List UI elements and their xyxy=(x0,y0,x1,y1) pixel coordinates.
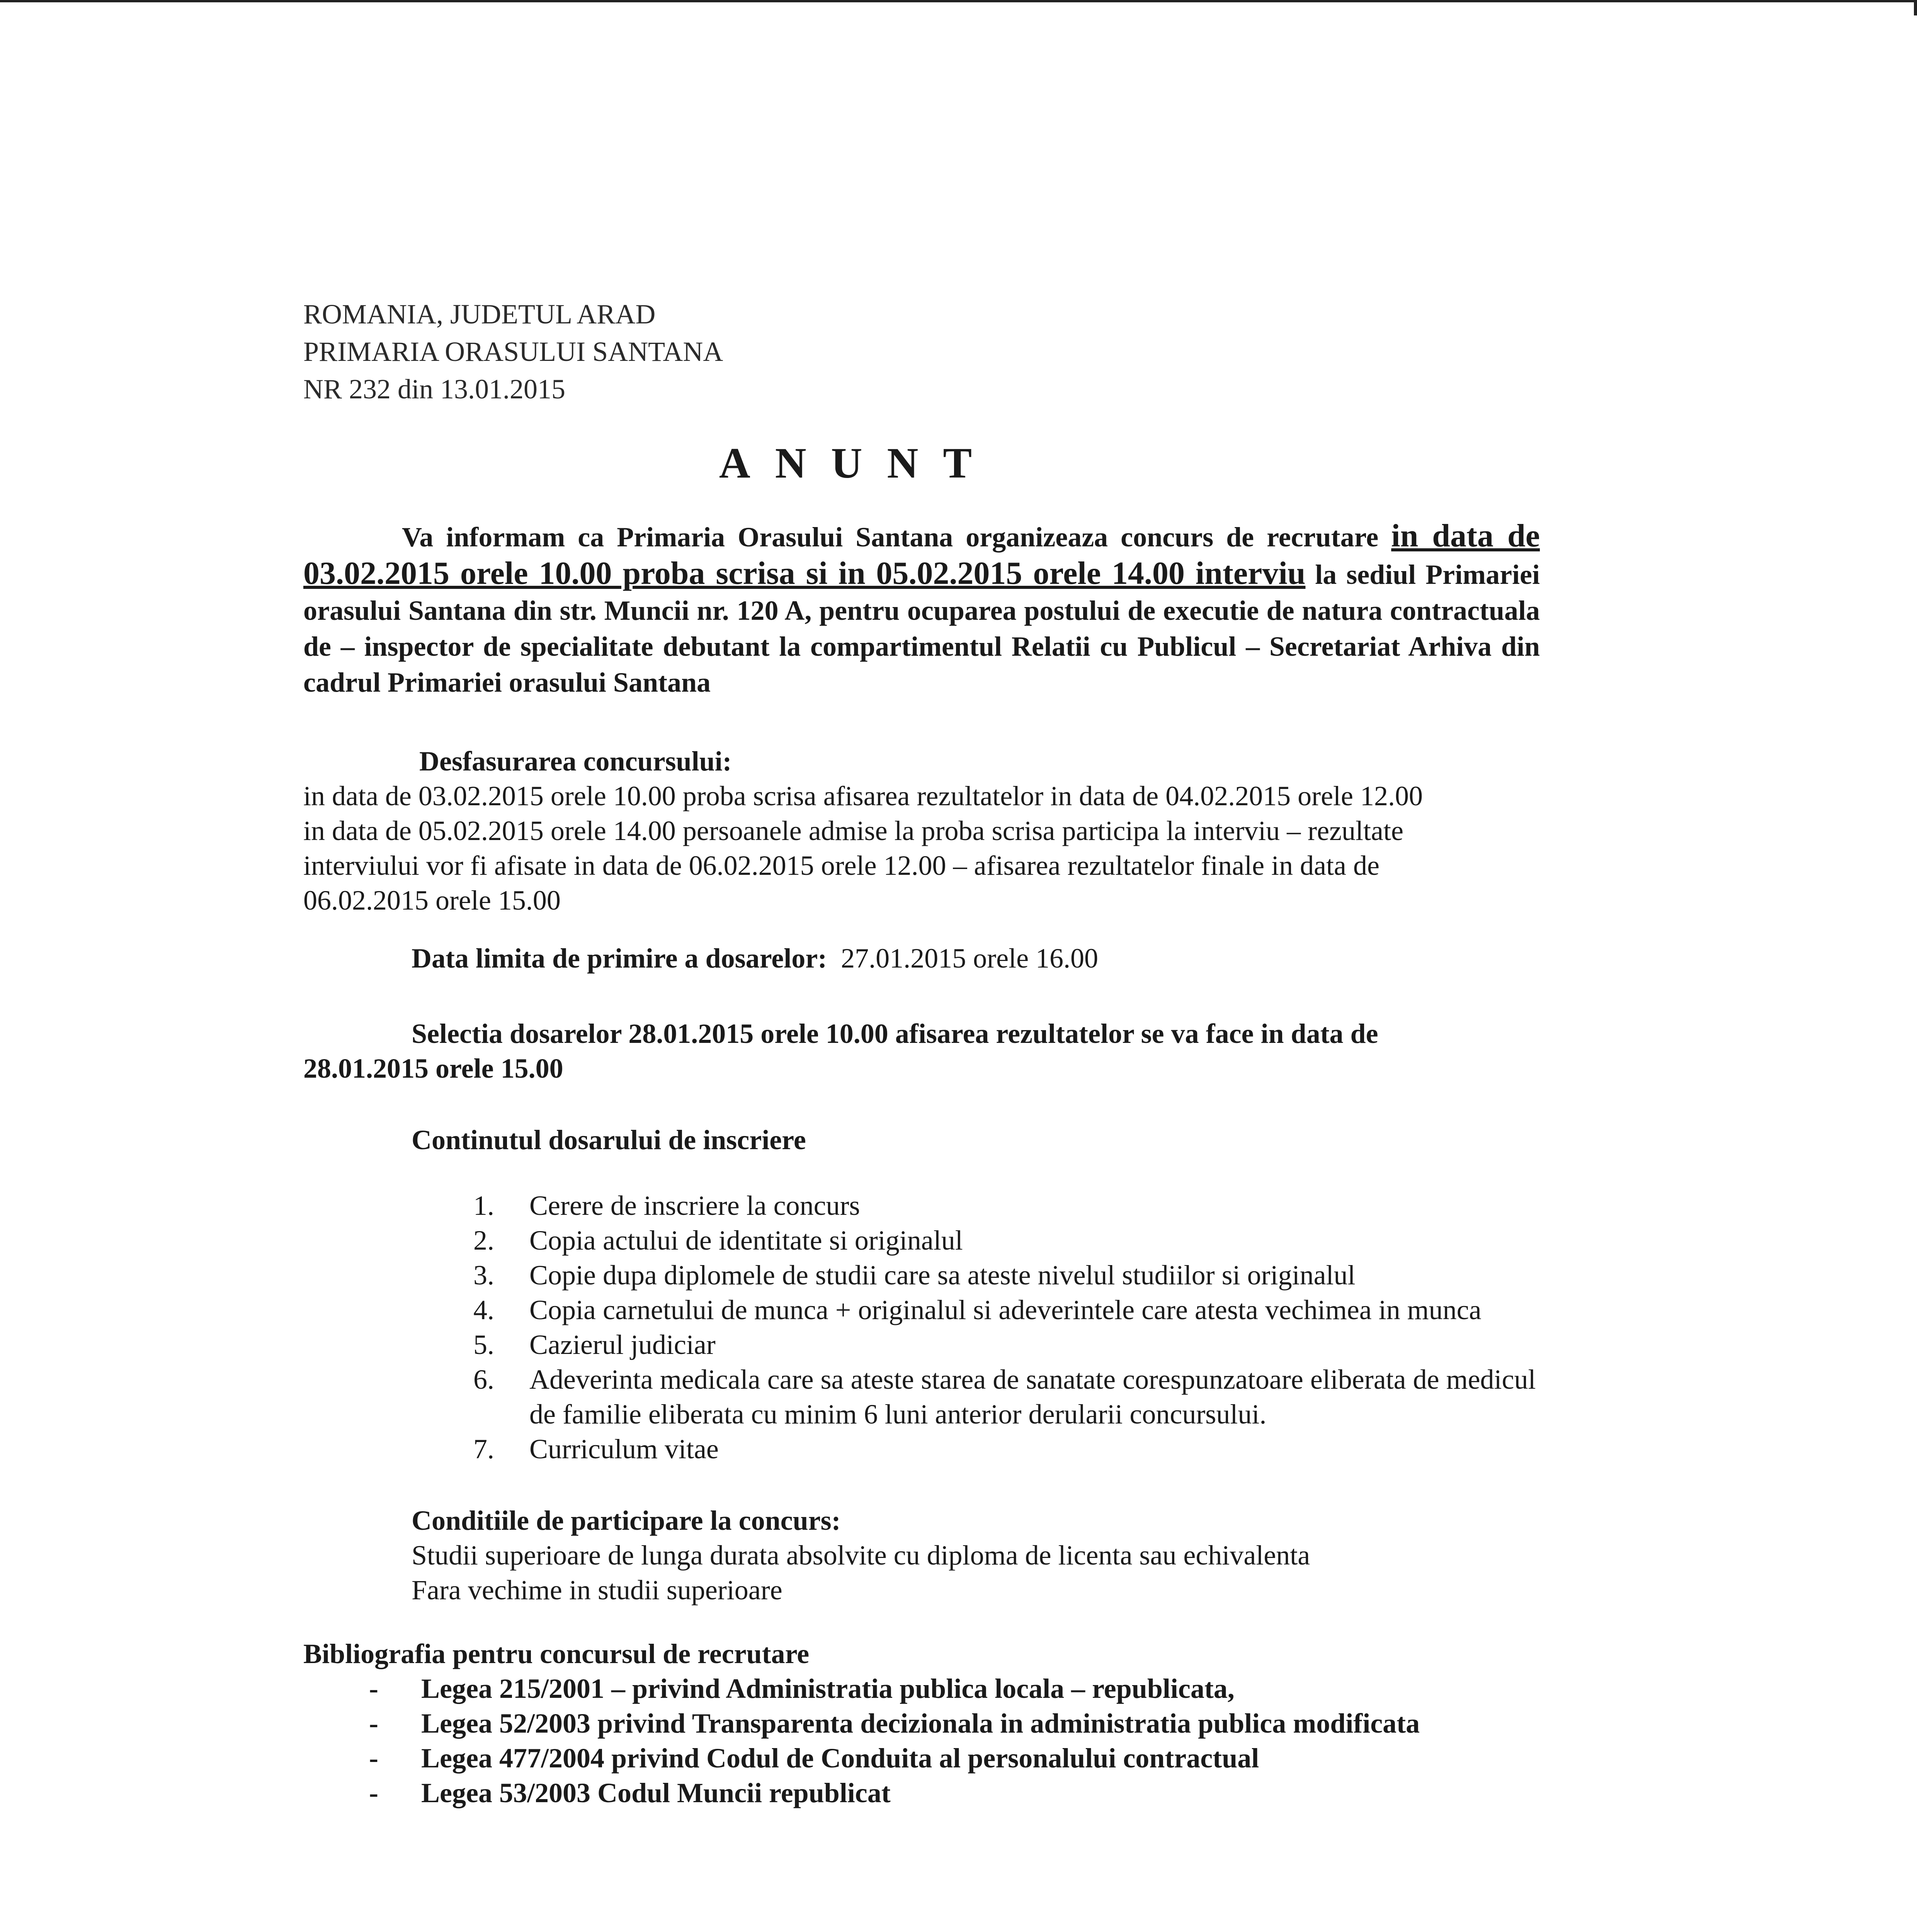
bibliografie-item-text: Legea 477/2004 privind Codul de Conduita al personalului contractual xyxy=(421,1743,1259,1774)
continut-list-item xyxy=(458,1258,1540,1293)
bibliografie-heading: Bibliografia pentru concursul de recrutare xyxy=(303,1638,810,1669)
bibliografie-section xyxy=(303,1636,1559,1810)
document-title: ANUNT xyxy=(719,439,997,487)
intro-text-1: Va informam ca Primaria Orasului Santana organizeaza concurs de recrutare xyxy=(402,522,1391,553)
bibliografie-item-text: Legea 53/2003 Codul Muncii republicat xyxy=(421,1777,891,1808)
selectie-line: 28.01.2015 orele 15.00 xyxy=(303,1053,563,1084)
continut-list-item xyxy=(458,1188,1540,1223)
document-header xyxy=(303,296,723,408)
continut-heading: Continutul dosarului de inscriere xyxy=(412,1124,806,1155)
continut-list-item xyxy=(458,1293,1540,1327)
list-item-number: 5. xyxy=(473,1329,494,1360)
conditii-heading: Conditiile de participare la concurs: xyxy=(412,1505,841,1536)
selectie-section xyxy=(303,1016,1559,1086)
bibliografie-item xyxy=(303,1776,1559,1810)
list-item-text: Adeverinta medicala care sa ateste starea de sanatate corespunzatoare eliberata de medicul de familie eliberata cu minim 6 luni anterior derularii concursului. xyxy=(529,1364,1536,1430)
continut-list-item xyxy=(458,1362,1540,1432)
list-item-number: 7. xyxy=(473,1434,494,1464)
list-item-number: 1. xyxy=(473,1190,494,1221)
list-item-text: Curriculum vitae xyxy=(529,1434,719,1464)
bibliografie-item-text: Legea 52/2003 privind Transparenta decizionala in administratia publica modificata xyxy=(421,1708,1420,1739)
header-line-institution: PRIMARIA ORASULUI SANTANA xyxy=(303,336,723,367)
bullet-dash: - xyxy=(369,1743,378,1774)
header-line-county: ROMANIA, JUDETUL ARAD xyxy=(303,299,656,330)
desfasurare-line: 06.02.2015 orele 15.00 xyxy=(303,885,561,916)
list-item-text: Copie dupa diplomele de studii care sa ateste nivelul studiilor si originalul xyxy=(529,1260,1356,1291)
list-item-number: 6. xyxy=(473,1364,494,1395)
deadline-line xyxy=(412,941,1098,976)
header-line-registration: NR 232 din 13.01.2015 xyxy=(303,374,566,405)
continut-list xyxy=(458,1188,1540,1466)
list-item-text: Cerere de inscriere la concurs xyxy=(529,1190,860,1221)
bullet-dash: - xyxy=(369,1673,378,1704)
list-item-number: 2. xyxy=(473,1225,494,1256)
list-item-text: Copia carnetului de munca + originalul si adeverintele care atesta vechimea in munca xyxy=(529,1294,1482,1325)
intro-text-2: la sediul Primariei orasului Santana din str. Muncii nr. 120 A, pentru ocuparea postului de executie de natura contractuala de – inspector de specialitate debutant la compartimentul Relatii cu Publicul – Secretariat Arhiva din cadrul Primariei orasului Santana xyxy=(303,559,1540,698)
list-item-number: 4. xyxy=(473,1294,494,1325)
list-item-text: Cazierul judiciar xyxy=(529,1329,716,1360)
intro-underlined-dates: in data de 03.02.2015 orele 10.00 proba scrisa si in 05.02.2015 orele 14.00 interviu xyxy=(303,518,1540,591)
continut-list-item xyxy=(458,1327,1540,1362)
continut-list-item xyxy=(458,1432,1540,1466)
conditii-line: Fara vechime in studii superioare xyxy=(412,1575,782,1605)
desfasurare-section xyxy=(303,744,1559,918)
bibliografie-item xyxy=(303,1706,1559,1741)
bullet-dash: - xyxy=(369,1708,378,1739)
desfasurare-line: in data de 03.02.2015 orele 10.00 proba scrisa afisarea rezultatelor in data de 04.02.2015 orele 12.00 xyxy=(303,781,1423,811)
deadline-value: 27.01.2015 orele 16.00 xyxy=(841,943,1099,974)
deadline-label: Data limita de primire a dosarelor: xyxy=(412,943,827,974)
primar-handwritten-signature xyxy=(553,1928,815,1932)
bibliografie-item xyxy=(303,1671,1559,1706)
continut-list-item xyxy=(458,1223,1540,1258)
list-item-number: 3. xyxy=(473,1260,494,1291)
selectie-line: Selectia dosarelor 28.01.2015 orele 10.00 afisarea rezultatelor se va face in data de xyxy=(412,1018,1378,1049)
bibliografie-item-text: Legea 215/2001 – privind Administratia publica locala – republicata, xyxy=(421,1673,1235,1704)
bibliografie-item xyxy=(303,1741,1559,1776)
desfasurare-line: in data de 05.02.2015 orele 14.00 persoanele admise la proba scrisa participa la interviu – rezultate xyxy=(303,815,1403,846)
desfasurare-line: interviului vor fi afisate in data de 06.02.2015 orele 12.00 – afisarea rezultatelor finale in data de xyxy=(303,850,1379,881)
bullet-dash: - xyxy=(369,1777,378,1808)
conditii-section xyxy=(412,1503,1532,1607)
intro-paragraph xyxy=(303,518,1540,701)
conditii-line: Studii superioare de lunga durata absolvite cu diploma de licenta sau echivalenta xyxy=(412,1540,1310,1571)
list-item-text: Copia actului de identitate si originalul xyxy=(529,1225,963,1256)
desfasurare-heading: Desfasurarea concursului: xyxy=(419,746,732,777)
